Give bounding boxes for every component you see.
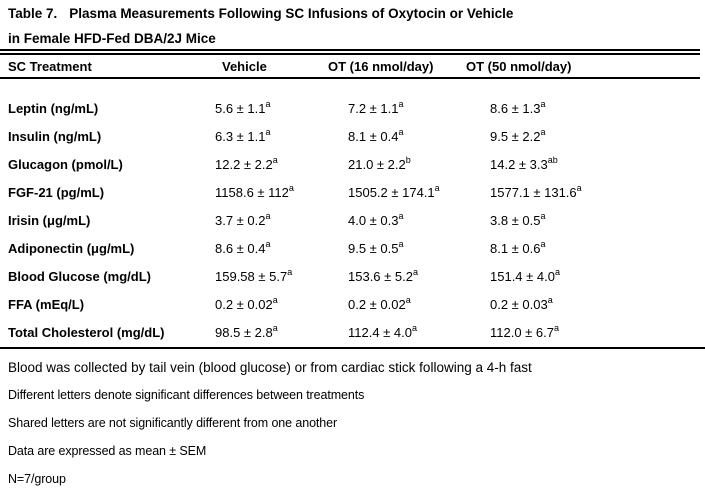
table-number: Table 7.: [8, 6, 58, 21]
table-caption-line1: [0, 6, 705, 22]
superscript: a: [265, 127, 271, 137]
superscript: a: [398, 127, 404, 137]
superscript: a: [398, 99, 404, 109]
superscript: a: [554, 323, 560, 333]
superscript: a: [540, 239, 546, 249]
table-row-irisin: [0, 207, 700, 235]
cell-value: 9.5 ± 0.5$^a$: [348, 239, 404, 256]
table-caption-line2: in Female HFD-Fed DBA/2J Mice: [8, 31, 216, 46]
superscript: a: [272, 295, 278, 305]
footnote-n-per-group: N=7/group: [8, 472, 66, 486]
cell-value: 12.2 ± 2.2$^a$: [215, 155, 278, 172]
superscript: a: [576, 183, 582, 193]
cell-value: 112.4 ± 4.0$^a$: [348, 323, 418, 340]
superscript: ab: [547, 155, 558, 165]
table-row-ffa: [0, 291, 700, 319]
superscript: a: [398, 239, 404, 249]
superscript: a: [287, 267, 293, 277]
column-header-sc-treatment: SC Treatment: [8, 59, 92, 74]
superscript: a: [547, 295, 553, 305]
superscript: a: [272, 323, 278, 333]
table-row-adiponectin: [0, 235, 700, 263]
row-label: FGF-21 (pg/mL): [8, 185, 105, 200]
column-header-ot50: OT (50 nmol/day): [466, 59, 572, 74]
superscript: a: [554, 267, 560, 277]
cell-value: 6.3 ± 1.1$^a$: [215, 127, 271, 144]
footnote-different-letters: Different letters denote significant differences between treatments: [8, 388, 365, 402]
superscript: a: [412, 323, 418, 333]
row-label: Irisin (μg/mL): [8, 213, 91, 228]
superscript: b: [405, 155, 411, 165]
cell-value: 8.6 ± 0.4$^a$: [215, 239, 271, 256]
cell-value: 9.5 ± 2.2$^a$: [490, 127, 546, 144]
cell-value: 3.7 ± 0.2$^a$: [215, 211, 271, 228]
table-row-glucagon: [0, 151, 700, 179]
row-label: Leptin (ng/mL): [8, 101, 99, 116]
cell-value: 0.2 ± 0.02$^a$: [215, 295, 278, 312]
cell-value: 153.6 ± 5.2$^a$: [348, 267, 418, 284]
row-label: Glucagon (pmol/L): [8, 157, 123, 172]
table-row-fgf21: [0, 179, 700, 207]
cell-value: 4.0 ± 0.3$^a$: [348, 211, 404, 228]
footnote-blood-collection: Blood was collected by tail vein (blood glucose) or from cardiac stick following a 4-h fast: [8, 360, 532, 375]
superscript: a: [434, 183, 440, 193]
cell-value: 1577.1 ± 131.6$^a$: [490, 183, 582, 200]
superscript: a: [265, 211, 271, 221]
superscript: a: [412, 267, 418, 277]
superscript: a: [540, 127, 546, 137]
row-label: FFA (mEq/L): [8, 297, 85, 312]
cell-value: 8.6 ± 1.3$^a$: [490, 99, 546, 116]
cell-value: 112.0 ± 6.7$^a$: [490, 323, 560, 340]
row-label: Insulin (ng/mL): [8, 129, 102, 144]
table-row-total-cholesterol: [0, 319, 700, 347]
row-label: Adiponectin (μg/mL): [8, 241, 135, 256]
superscript: a: [398, 211, 404, 221]
table-header-row: [0, 55, 700, 79]
cell-value: 98.5 ± 2.8$^a$: [215, 323, 278, 340]
superscript: a: [272, 155, 278, 165]
column-header-vehicle: Vehicle: [222, 59, 267, 74]
cell-value: 8.1 ± 0.4$^a$: [348, 127, 404, 144]
cell-value: 1505.2 ± 174.1$^a$: [348, 183, 440, 200]
superscript: a: [540, 211, 546, 221]
superscript: a: [288, 183, 294, 193]
cell-value: 159.58 ± 5.7$^a$: [215, 267, 293, 284]
cell-value: 5.6 ± 1.1$^a$: [215, 99, 271, 116]
superscript: a: [265, 99, 271, 109]
superscript: a: [405, 295, 411, 305]
table-row-insulin: [0, 123, 700, 151]
cell-value: 151.4 ± 4.0$^a$: [490, 267, 560, 284]
table-body: [0, 79, 705, 349]
table-row-leptin: [0, 95, 700, 123]
cell-value: 3.8 ± 0.5$^a$: [490, 211, 546, 228]
cell-value: $1158.6 \pm 112^a$: [215, 183, 294, 200]
row-label: Total Cholesterol (mg/dL): [8, 325, 165, 340]
footnote-mean-sem: Data are expressed as mean ± SEM: [8, 444, 207, 458]
superscript: a: [540, 99, 546, 109]
table-row-blood-glucose: [0, 263, 700, 291]
cell-value: 21.0 ± 2.2$^b$: [348, 155, 411, 172]
table-footnotes: [0, 360, 705, 487]
cell-value: 0.2 ± 0.02$^a$: [348, 295, 411, 312]
footnote-shared-letters: Shared letters are not significantly different from one another: [8, 416, 338, 430]
column-header-ot16: OT (16 nmol/day): [328, 59, 434, 74]
table-caption-text: Plasma Measurements Following SC Infusions of Oxytocin or Vehicle: [69, 6, 514, 21]
cell-value: 7.2 ± 1.1$^a$: [348, 99, 404, 116]
cell-value: 8.1 ± 0.6$^a$: [490, 239, 546, 256]
cell-value: 14.2 ± 3.3$^{ab}$: [490, 155, 558, 172]
cell-value: 0.2 ± 0.03$^a$: [490, 295, 553, 312]
superscript: a: [265, 239, 271, 249]
row-label: Blood Glucose (mg/dL): [8, 269, 151, 284]
